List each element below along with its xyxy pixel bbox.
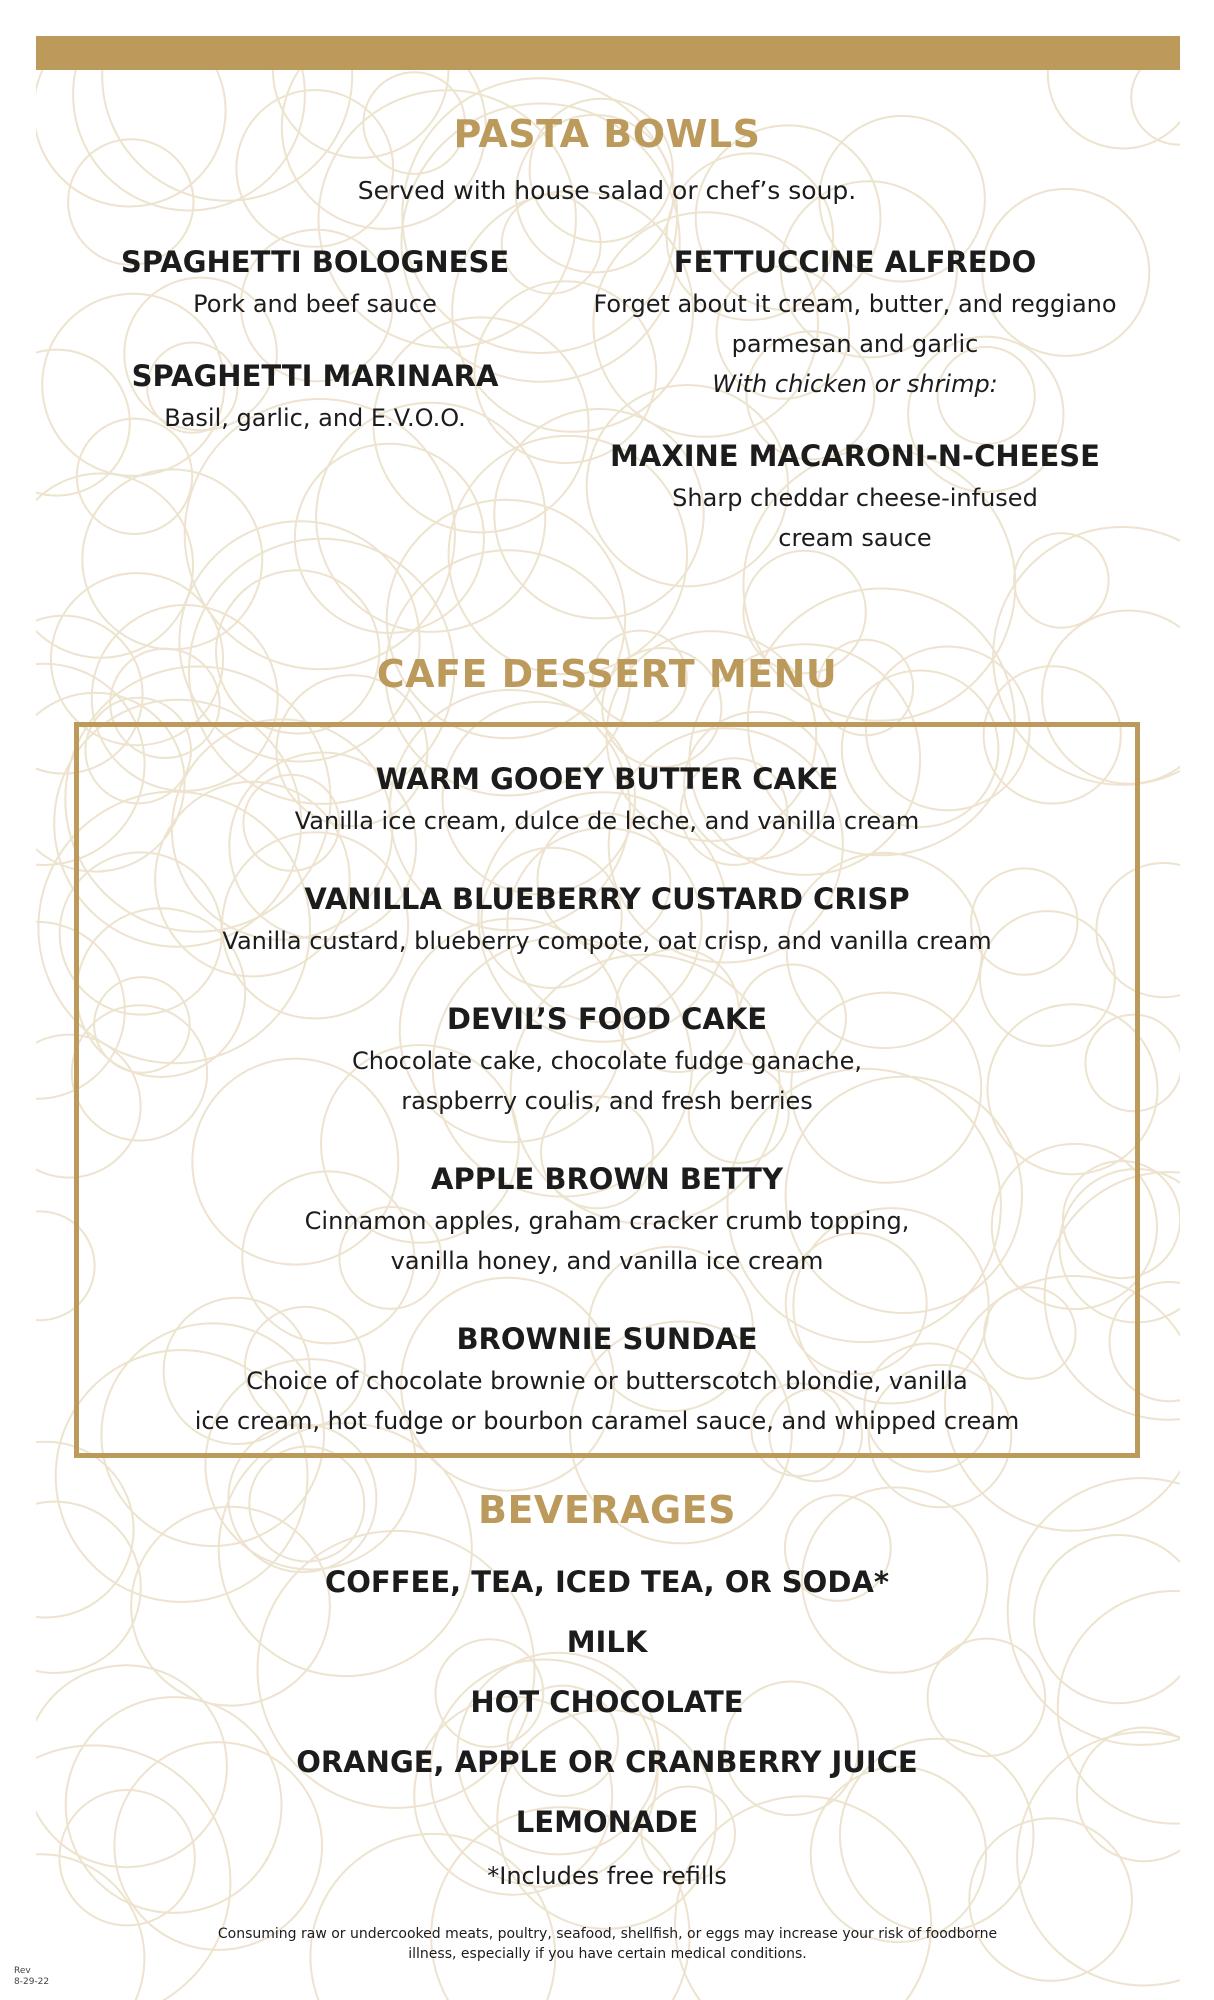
revision-mark	[14, 1966, 54, 1988]
refill-note: *Includes free refills	[487, 1862, 727, 1890]
item-note: With chicken or shrimp:	[712, 370, 998, 398]
item-description: Vanilla ice cream, dulce de leche, and vanilla cream	[294, 807, 920, 835]
food-safety-disclaimer: Consuming raw or undercooked meats, poultry, seafood, shellfish, or eggs may increase your risk of foodborne illness, especially if you have certain medical conditions.	[217, 1926, 998, 1962]
item-name: SPAGHETTI MARINARA	[131, 359, 499, 393]
item-name: VANILLA BLUEBERRY CUSTARD CRISP	[304, 882, 910, 916]
beverages-section-title: BEVERAGES	[478, 1488, 736, 1532]
item-description: Vanilla custard, blueberry compote, oat crisp, and vanilla cream	[222, 927, 992, 955]
menu-item-blueberry-custard-crisp	[79, 877, 1135, 961]
item-description: vanilla honey, and vanilla ice cream	[390, 1247, 824, 1275]
pasta-left-column	[90, 240, 540, 468]
dessert-section-title: CAFE DESSERT MENU	[376, 652, 838, 696]
item-description: Chocolate cake, chocolate fudge ganache,	[351, 1047, 862, 1075]
menu-item-brownie-sundae	[79, 1317, 1135, 1441]
menu-item-spaghetti-bolognese	[90, 240, 540, 324]
menu-item-spaghetti-marinara	[90, 354, 540, 438]
revision-date: 8-29-22	[14, 1977, 50, 1987]
pasta-right-column	[580, 240, 1130, 588]
menu-item-fettuccine-alfredo	[580, 240, 1130, 404]
item-name: BROWNIE SUNDAE	[456, 1322, 758, 1356]
menu-item-gooey-butter-cake	[79, 757, 1135, 841]
item-description: parmesan and garlic	[731, 330, 979, 358]
item-name: SPAGHETTI BOLOGNESE	[120, 245, 510, 279]
item-description: Choice of chocolate brownie or butterscotch blondie, vanilla	[246, 1367, 968, 1395]
beverage-item: ORANGE, APPLE OR CRANBERRY JUICE	[296, 1745, 918, 1779]
item-description: raspberry coulis, and fresh berries	[401, 1087, 813, 1115]
beverage-item: COFFEE, TEA, ICED TEA, OR SODA*	[324, 1565, 889, 1599]
beverage-item: HOT CHOCOLATE	[470, 1685, 744, 1719]
pasta-section-title: PASTA BOWLS	[453, 112, 761, 156]
dessert-menu-box	[74, 722, 1140, 1458]
item-description: Forget about it cream, butter, and reggiano	[593, 290, 1117, 318]
item-name: WARM GOOEY BUTTER CAKE	[375, 762, 839, 796]
item-description: Cinnamon apples, graham cracker crumb topping,	[304, 1207, 910, 1235]
item-description: ice cream, hot fudge or bourbon caramel sauce, and whipped cream	[194, 1407, 1020, 1435]
revision-label: Rev	[14, 1966, 31, 1976]
menu-item-maxine-macaroni	[580, 434, 1130, 558]
menu-item-devils-food-cake	[79, 997, 1135, 1121]
beverage-item: MILK	[566, 1625, 648, 1659]
pasta-intro: Served with house salad or chef’s soup.	[357, 176, 857, 205]
item-description: Basil, garlic, and E.V.O.O.	[164, 404, 466, 432]
item-name: APPLE BROWN BETTY	[431, 1162, 783, 1196]
beverage-list	[0, 1552, 1214, 1896]
item-description: Sharp cheddar cheese-infused	[672, 484, 1038, 512]
item-name: MAXINE MACARONI-N-CHEESE	[610, 439, 1100, 473]
item-name: DEVIL’S FOOD CAKE	[446, 1002, 768, 1036]
menu-item-apple-brown-betty	[79, 1157, 1135, 1281]
item-name: FETTUCCINE ALFREDO	[673, 245, 1037, 279]
item-description: cream sauce	[778, 524, 932, 552]
beverage-item: LEMONADE	[515, 1805, 699, 1839]
item-description: Pork and beef sauce	[193, 290, 437, 318]
